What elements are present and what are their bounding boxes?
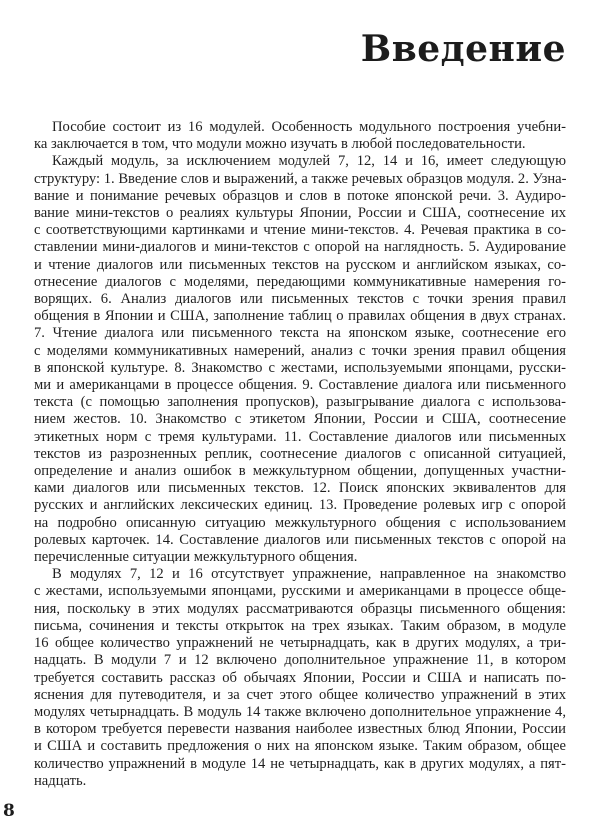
text-line: требуется составить рассказ об обычаях Японии, России и США и написать по- — [34, 669, 566, 686]
paragraph-2 — [34, 153, 566, 566]
text-line: текстов из разрозненных реплик, соотнесение диалогов с описанной ситуацией, — [34, 445, 566, 462]
text-line: и чтение диалогов или письменных текстов на русском и английском языках, со- — [34, 256, 566, 273]
text-line: с моделями коммуникативных намерений, анализ с точки зрения правил общения — [34, 342, 566, 359]
text-line: отнесение диалогов с моделями, передающими коммуникативные намерения го- — [34, 273, 566, 290]
paragraph-1 — [34, 119, 566, 153]
text-line: общения в Японии и США, заполнение таблиц о правилах общения в двух странах. — [34, 308, 566, 325]
text-line: структуру: 1. Введение слов и выражений, а также речевых образцов модуля. 2. Узна- — [34, 170, 566, 187]
text-line: с соответствующими картинками и чтение мини-текстов. 4. Речевая практика в со- — [34, 222, 566, 239]
text-line: с жестами, используемыми японцами, русскими и американцами в процессе обще- — [34, 583, 566, 600]
text-line: ставлении мини-диалогов и мини-текстов с опорой на наглядность. 5. Аудирование — [34, 239, 566, 256]
chapter-title: Введение — [360, 28, 566, 71]
text-line: модулях четырнадцать. В модуль 14 также включено дополнительное упражнение 4, — [34, 703, 566, 720]
text-line: перечисленные ситуации межкультурного общения. — [34, 549, 358, 566]
text-line: и США и составить предложения о них на японском языке. Таким образом, общее — [34, 738, 566, 755]
text-line: нием жестов. 10. Знакомство с этикетом Японии, России и США, соотнесение — [34, 411, 566, 428]
text-line: ми и американцами в процессе общения. 9. Составление диалога или письменного — [34, 377, 566, 394]
text-line: в японской культуре. 8. Знакомство с жестами, используемыми японцами, русски- — [34, 359, 566, 376]
text-line: 16 общее количество упражнений не четырнадцать, как в других модулях, а три- — [34, 635, 566, 652]
text-line: ка заключается в том, что модули можно изучать в любой последовательности. — [34, 136, 526, 153]
text-line: ролевых карточек. 14. Составление диалогов или письменных текстов с опорой на — [34, 531, 566, 548]
text-line: письма, сочинения и тексты открыток на трех языках. Таким образом, в модуле — [34, 617, 566, 634]
text-line: яснения для путеводителя, и за счет этого общее количество упражнений в этих — [34, 686, 566, 703]
text-line: вание и понимание речевых образцов и слов в потоке японской речи. 3. Аудиро- — [34, 187, 566, 204]
text-line: Пособие состоит из 16 модулей. Особенность модульного построения учебни- — [52, 119, 566, 135]
text-line: ворящих. 6. Анализ диалогов или письменных текстов с точки зрения правил — [34, 291, 566, 308]
text-line: русских и английских лексических единиц. 13. Проведение ролевых игр с опорой — [34, 497, 566, 514]
text-line: надцать. В модули 7 и 12 включено дополнительное упражнение 11, в котором — [34, 652, 566, 669]
text-line: надцать. — [34, 772, 87, 789]
text-line: текста (с помощью заполнения пропусков), разыгрывание диалога с использова- — [34, 394, 566, 411]
text-line: в котором требуется перевести названия наиболее известных блюд Японии, России — [34, 721, 566, 738]
text-line: ками диалогов или письменных текстов. 12. Поиск японских эквивалентов для — [34, 480, 566, 497]
text-line: определение и анализ ошибок в межкультурном общении, допущенных участни- — [34, 463, 566, 480]
text-line: вание мини-текстов о реалиях культуры Японии, России и США, соотнесение их — [34, 205, 566, 222]
text-line: количество упражнений в модуле 14 не четырнадцать, как в других модулях, а пят- — [34, 755, 566, 772]
text-line: 7. Чтение диалога или письменного текста на японском языке, соотнесение его — [34, 325, 566, 342]
text-line: В модулях 7, 12 и 16 отсутствует упражнение, направленное на знакомство — [52, 566, 566, 583]
text-line: на подробно описанную ситуацию межкультурного общения с использованием — [34, 514, 566, 531]
paragraph-3 — [34, 566, 566, 790]
page-number: 8 — [3, 801, 15, 821]
text-line: ния, поскольку в этих модулях рассматриваются образцы письменного общения: — [34, 600, 566, 617]
text-line: Каждый модуль, за исключением модулей 7, 12, 14 и 16, имеет следующую — [52, 153, 566, 170]
body-text — [34, 119, 566, 790]
text-line: этикетных норм с тремя культурами. 11. Составление диалогов или письменных — [34, 428, 566, 445]
